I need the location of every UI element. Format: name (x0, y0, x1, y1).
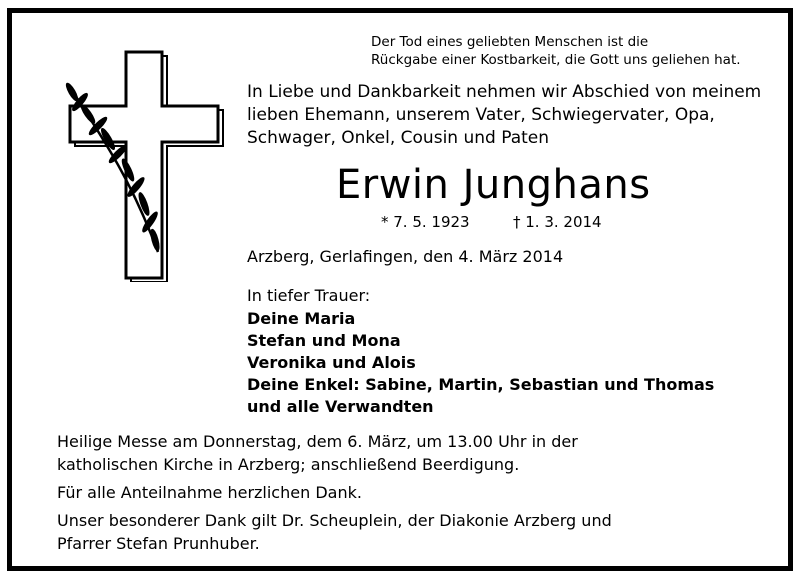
mourner-name: Veronika und Alois (247, 353, 416, 372)
mourner-name: Deine Maria (247, 309, 356, 328)
opening-quote (371, 33, 741, 69)
mass-info-line: Heilige Messe am Donnerstag, dem 6. März, um 13.00 Uhr in der (57, 432, 578, 451)
special-thanks-line: Unser besonderer Dank gilt Dr. Scheuplein, der Diakonie Arzberg und (57, 511, 612, 530)
quote-line: Rückgabe einer Kostbarkeit, die Gott uns geliehen hat. (371, 52, 741, 68)
footer-text (57, 430, 612, 555)
special-thanks-line: Pfarrer Stefan Prunhuber. (57, 534, 260, 553)
birth-date: * 7. 5. 1923 (381, 213, 470, 231)
mourning-heading: In tiefer Trauer: (247, 286, 371, 305)
quote-line: Der Tod eines geliebten Menschen ist die (371, 34, 649, 50)
cross-icon (58, 42, 228, 282)
intro-line: Schwager, Onkel, Cousin und Paten (247, 128, 550, 148)
death-date: † 1. 3. 2014 (513, 213, 602, 231)
thanks-line: Für alle Anteilnahme herzlichen Dank. (57, 483, 362, 502)
mourner-name: Deine Enkel: Sabine, Martin, Sebastian und Thomas (247, 375, 715, 394)
mourners-list (247, 308, 714, 418)
mourner-name: Stefan und Mona (247, 331, 401, 350)
intro-text (247, 81, 761, 150)
mass-info-line: katholischen Kirche in Arzberg; anschließend Beerdigung. (57, 455, 520, 474)
mourner-name: und alle Verwandten (247, 397, 434, 416)
place-and-date: Arzberg, Gerlafingen, den 4. März 2014 (247, 247, 564, 266)
intro-line: In Liebe und Dankbarkeit nehmen wir Abschied von meinem (247, 82, 762, 102)
deceased-name: Erwin Junghans (336, 162, 651, 208)
intro-line: lieben Ehemann, unserem Vater, Schwiegervater, Opa, (247, 105, 715, 125)
